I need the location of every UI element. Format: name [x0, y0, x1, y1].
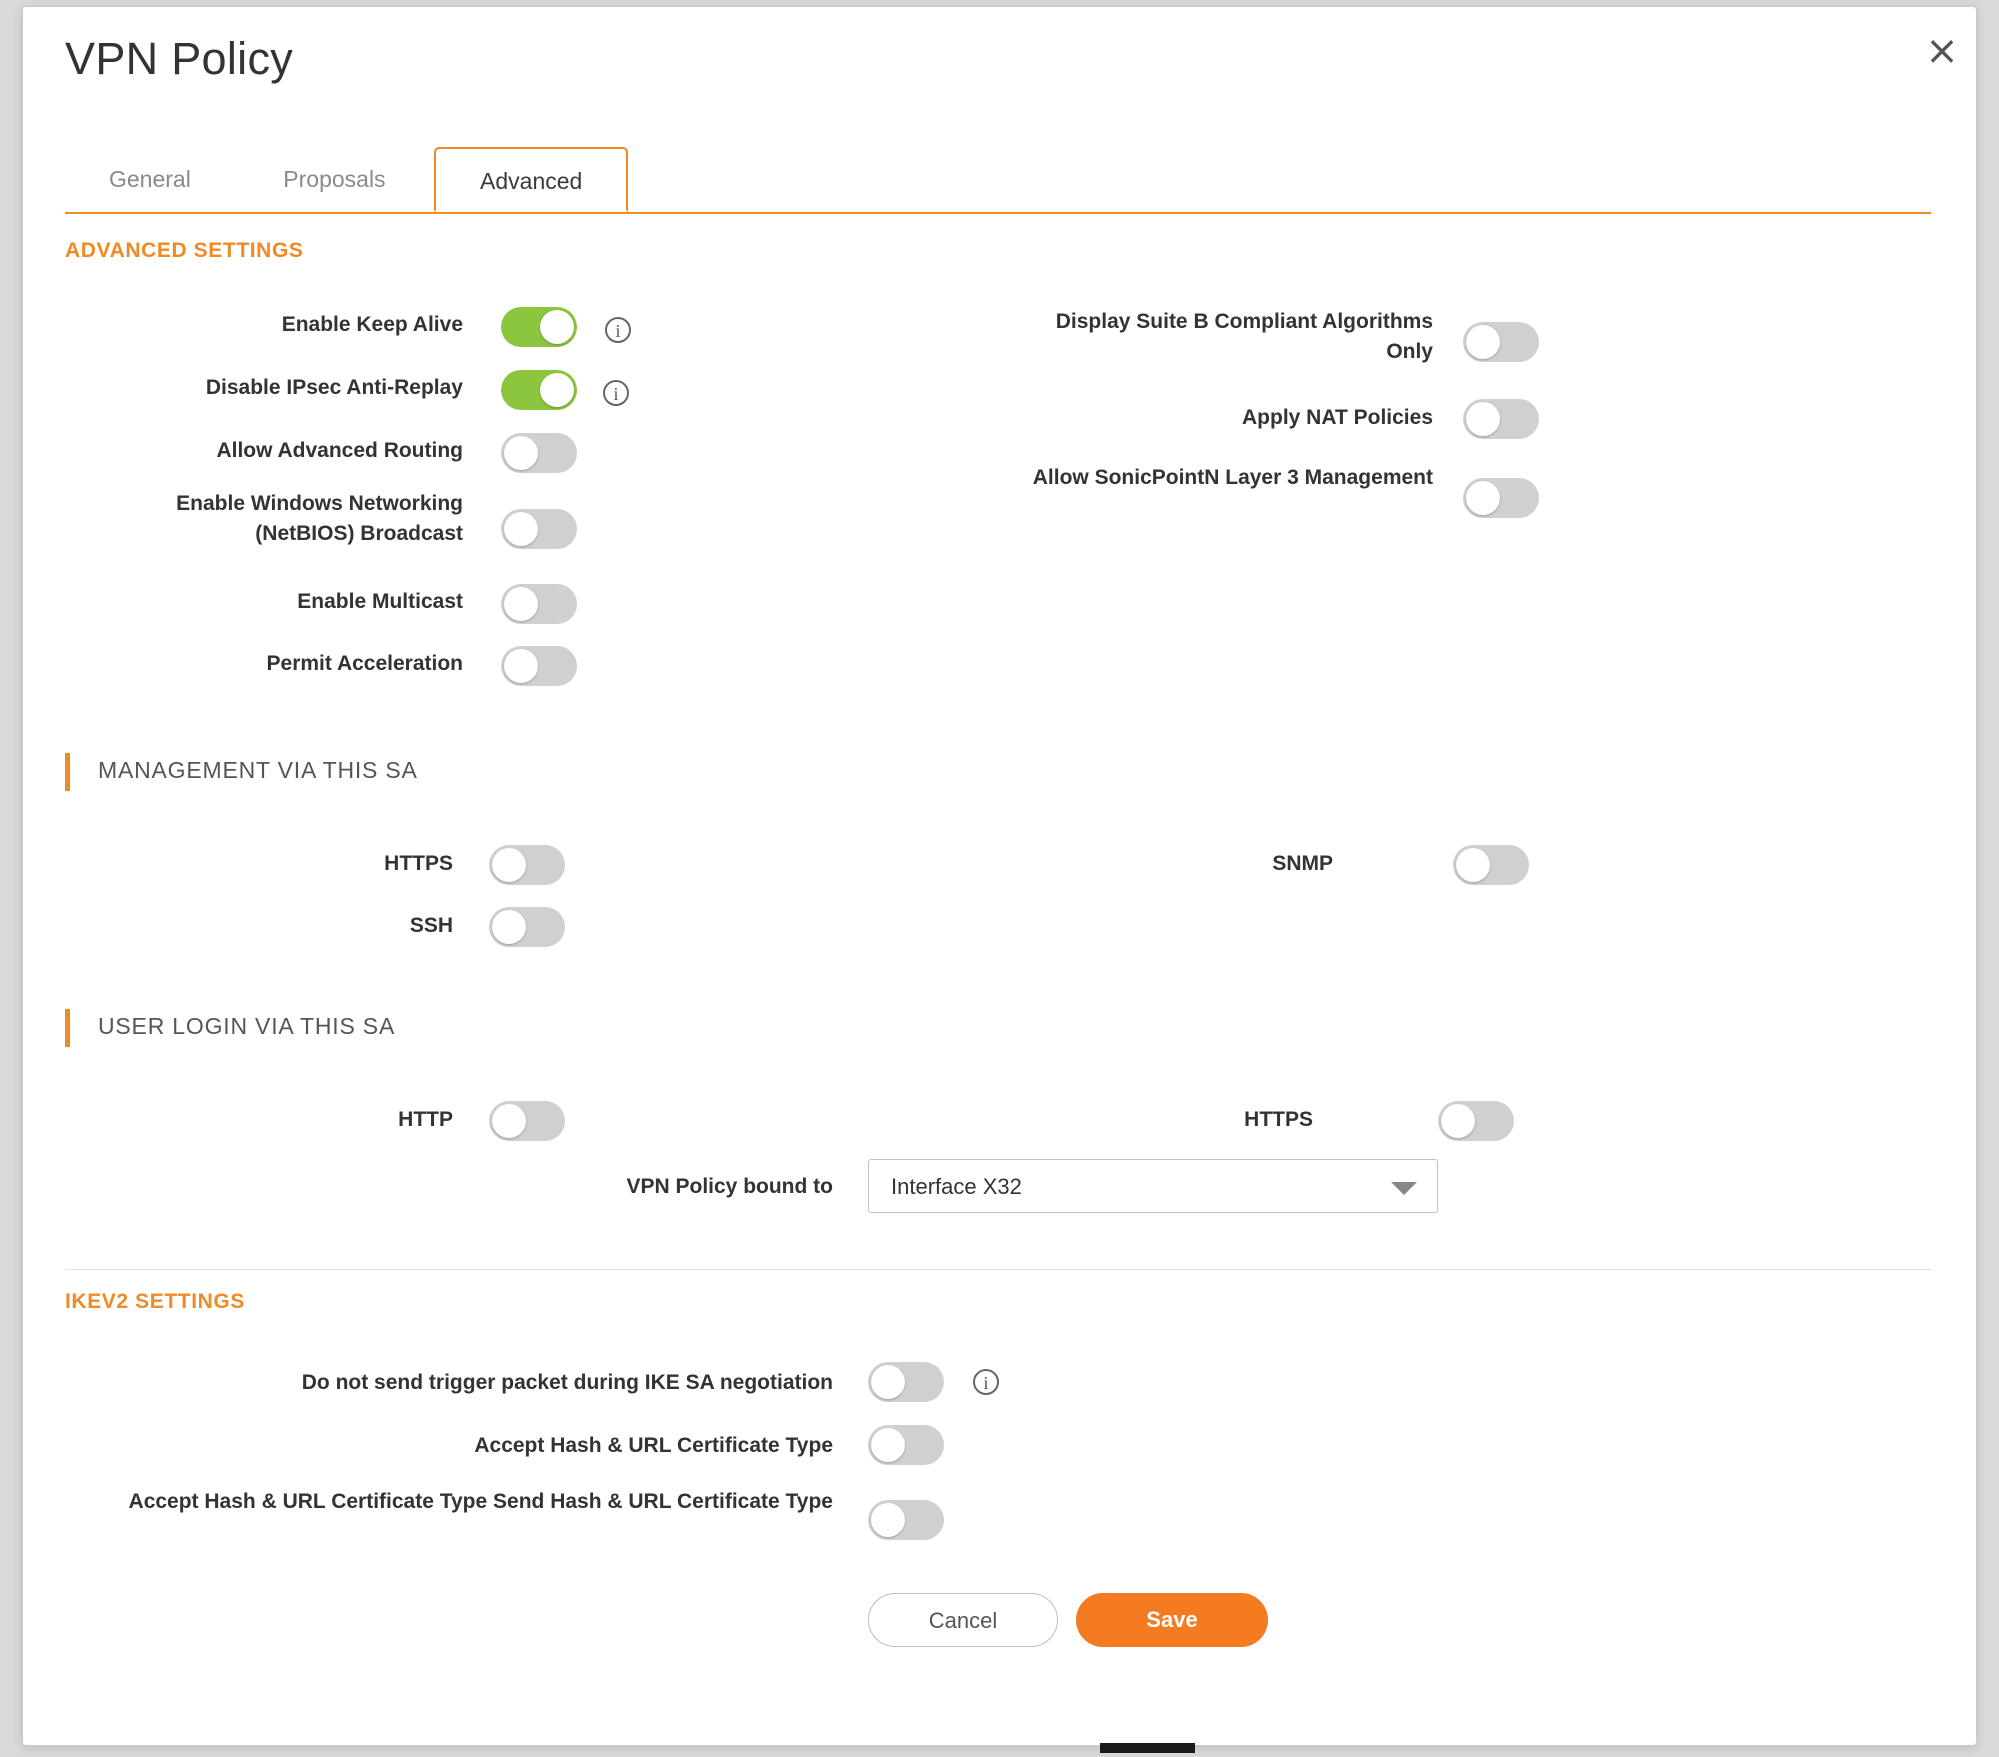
user-login-sa-heading: USER LOGIN VIA THIS SA — [65, 1013, 395, 1040]
toggle-allow-sonicpointn-l3[interactable] — [1463, 478, 1539, 518]
section-divider — [65, 1269, 1931, 1270]
label-disable-ipsec-anti-replay: Disable IPsec Anti-Replay — [205, 376, 463, 399]
management-sa-heading: MANAGEMENT VIA THIS SA — [65, 757, 418, 784]
label-management-https: HTTPS — [384, 852, 453, 875]
label-allow-sonicpointn-l3: Allow SonicPointN Layer 3 Management — [1032, 466, 1433, 489]
label-apply-nat-policies: Apply NAT Policies — [1242, 406, 1433, 429]
toggle-knob — [1466, 402, 1500, 436]
toggle-accept-hash-url-cert[interactable] — [868, 1425, 944, 1465]
toggle-knob — [492, 910, 526, 944]
ikev2-settings-heading: IKEV2 SETTINGS — [65, 1290, 245, 1313]
toggle-knob — [540, 310, 574, 344]
toggle-management-https[interactable] — [489, 845, 565, 885]
label-enable-windows-networking: Enable Windows Networking (NetBIOS) Broadcast — [176, 492, 463, 545]
label-allow-advanced-routing: Allow Advanced Routing — [216, 439, 463, 462]
label-enable-multicast: Enable Multicast — [297, 590, 463, 613]
toggle-management-snmp[interactable] — [1453, 845, 1529, 885]
tab-advanced[interactable]: Advanced — [434, 147, 628, 212]
toggle-knob — [871, 1503, 905, 1537]
toggle-enable-multicast[interactable] — [501, 584, 577, 624]
vpn-policy-dialog — [22, 6, 1977, 1746]
label-management-ssh: SSH — [409, 914, 453, 937]
toggle-permit-acceleration[interactable] — [501, 646, 577, 686]
label-no-trigger-packet: Do not send trigger packet during IKE SA negotiation — [301, 1371, 833, 1394]
toggle-knob — [1441, 1104, 1475, 1138]
toggle-knob — [1456, 848, 1490, 882]
label-display-suite-b: Display Suite B Compliant Algorithms Only — [1055, 310, 1433, 363]
label-permit-acceleration: Permit Acceleration — [266, 652, 463, 675]
close-icon[interactable]: × — [1925, 28, 1959, 74]
info-icon-enable-keep-alive[interactable]: i — [605, 317, 631, 343]
label-vpn-policy-bound-to: VPN Policy bound to — [626, 1175, 833, 1198]
vpn-policy-bound-to-value: Interface X32 — [891, 1174, 1022, 1199]
toggle-knob — [492, 1104, 526, 1138]
info-icon-disable-ipsec-anti-replay[interactable]: i — [603, 380, 629, 406]
toggle-knob — [871, 1428, 905, 1462]
taskbar-indicator — [1100, 1743, 1195, 1753]
toggle-knob — [871, 1365, 905, 1399]
toggle-apply-nat-policies[interactable] — [1463, 399, 1539, 439]
chevron-down-icon — [1391, 1182, 1417, 1195]
page-title: VPN Policy — [65, 33, 294, 84]
toggle-enable-keep-alive[interactable] — [501, 307, 577, 347]
info-icon-no-trigger-packet[interactable]: i — [973, 1369, 999, 1395]
toggle-knob — [492, 848, 526, 882]
toggle-management-ssh[interactable] — [489, 907, 565, 947]
toggle-no-trigger-packet[interactable] — [868, 1362, 944, 1402]
toggle-user-login-https[interactable] — [1438, 1101, 1514, 1141]
toggle-display-suite-b[interactable] — [1463, 322, 1539, 362]
toggle-knob — [540, 373, 574, 407]
toggle-knob — [1466, 481, 1500, 515]
advanced-settings-heading: ADVANCED SETTINGS — [65, 239, 304, 262]
toggle-disable-ipsec-anti-replay[interactable] — [501, 370, 577, 410]
toggle-knob — [504, 512, 538, 546]
toggle-knob — [504, 587, 538, 621]
label-accept-send-hash-url-cert: Accept Hash & URL Certificate Type Send Hash & URL Certificate Type — [128, 1490, 833, 1513]
label-user-login-https: HTTPS — [1244, 1108, 1313, 1131]
label-accept-hash-url-cert: Accept Hash & URL Certificate Type — [474, 1434, 833, 1457]
label-user-login-http: HTTP — [398, 1108, 453, 1131]
tab-bar — [65, 147, 1931, 214]
toggle-knob — [504, 649, 538, 683]
toggle-knob — [504, 436, 538, 470]
toggle-accept-send-hash-url-cert[interactable] — [868, 1500, 944, 1540]
label-management-snmp: SNMP — [1272, 852, 1333, 875]
toggle-enable-windows-networking[interactable] — [501, 509, 577, 549]
tab-general[interactable]: General — [109, 166, 191, 192]
cancel-button[interactable]: Cancel — [868, 1593, 1058, 1647]
toggle-knob — [1466, 325, 1500, 359]
tab-proposals[interactable]: Proposals — [283, 166, 386, 192]
toggle-allow-advanced-routing[interactable] — [501, 433, 577, 473]
toggle-user-login-http[interactable] — [489, 1101, 565, 1141]
vpn-policy-bound-to-select[interactable] — [868, 1159, 1438, 1213]
label-enable-keep-alive: Enable Keep Alive — [281, 313, 463, 336]
save-button[interactable]: Save — [1076, 1593, 1268, 1647]
